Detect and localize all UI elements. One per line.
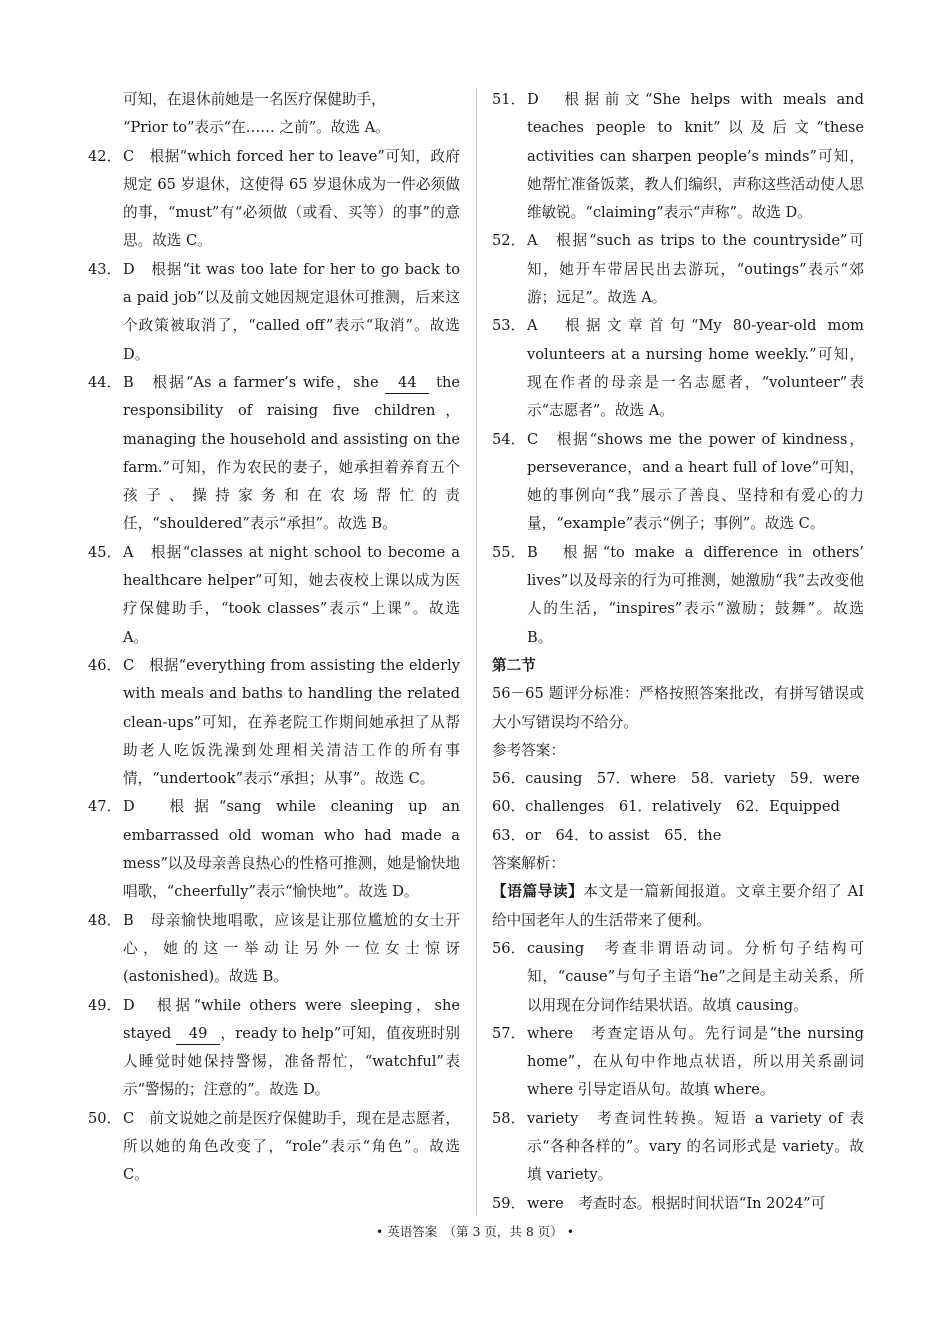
passage-guide-lead: 【语篇导读】: [492, 883, 584, 901]
answer-item-50: [88, 1105, 460, 1190]
answer-item-43: [88, 256, 460, 369]
column-divider: [476, 88, 477, 1216]
item-number: 49．: [88, 996, 122, 1014]
continuation-line: 可知，在退休前她是一名医疗保健助手，: [123, 91, 386, 108]
item-number: 48．: [88, 911, 122, 929]
item-number: 42．: [88, 147, 122, 165]
answer-item-58: [492, 1105, 864, 1190]
item-number: 58．: [492, 1109, 526, 1127]
item-number: 54．: [492, 430, 526, 448]
answer-item-51: [492, 86, 864, 227]
item-text-post: the responsibility of raising five children，managing the household and assisting on the farm.”可知，作为农民的妻子，她承担着养育五个孩子、操持家务和在农场帮忙的责任，“shouldered”表示“承担”。故选 B。: [123, 373, 460, 533]
item-text-pre: B 根据“As a farmer’s wife，she: [123, 373, 386, 391]
item-text: B 根据“to make a difference in others’ lives”以及母亲的行为可推测，她激励“我”去改变他人的生活，“inspires”表示“激励；鼓舞”。故选 B。: [527, 543, 864, 646]
continuation-line: “Prior to”表示“在…… 之前”。故选 A。: [123, 119, 390, 137]
item-text: were 考查时态。根据时间状语“In 2024”可: [527, 1194, 826, 1212]
item-text-pre: D 根据“while others were sleeping，she stayed: [123, 996, 460, 1042]
item-number: 51．: [492, 91, 526, 108]
item-number: 52．: [492, 232, 526, 250]
passage-guide: [492, 878, 864, 935]
item-number: 59．: [492, 1194, 526, 1212]
item-number: 56．: [492, 939, 526, 957]
item-text: A 根据“classes at night school to become a healthcare helper”可知，她去夜校上课以成为医疗保健助手，“took classes”表示“上课”。故选 A。: [123, 543, 460, 646]
item-text: A 根据“such as trips to the countryside”可知，她开车带居民出去游玩，“outings”表示“郊游；远足”。故选 A。: [527, 232, 864, 307]
item-text: variety 考查词性转换。短语 a variety of 表示“各种各样的”。vary 的名词形式是 variety。故填 variety。: [527, 1109, 864, 1184]
item-text: A 根据文章首句“My 80-year-old mom volunteers at a nursing home weekly.”可知，现在作者的母亲是一名志愿者，“volunteer”表示“志愿者”。故选 A。: [527, 317, 864, 420]
item-number: 47．: [88, 798, 122, 816]
item-number: 50．: [88, 1109, 122, 1127]
answer-item-53: [492, 312, 864, 425]
item-number: 46．: [88, 656, 122, 674]
item-number: 43．: [88, 260, 122, 278]
answer-item-54: [492, 426, 864, 539]
item-text: B 母亲愉快地唱歌，应该是让那位尴尬的女士开心，她的这一举动让另外一位女士惊讶(astonished)。故选 B。: [123, 911, 460, 986]
item-text: C 根据“shows me the power of kindness，perseverance，and a heart full of love”可知，她的事例向“我”展示了善良、坚持和有爱心的力量，“example”表示“例子；事例”。故选 C。: [527, 430, 864, 533]
answer-item-49: [88, 992, 460, 1105]
answer-item-42: [88, 143, 460, 256]
passage-guide-text: 本文是一篇新闻报道。文章主要介绍了 AI 给中国老年人的生活带来了便利。: [492, 883, 864, 929]
answer-item-57: [492, 1020, 864, 1105]
answer-item-48: [88, 907, 460, 992]
continuation-text: [88, 86, 460, 143]
item-number: 55．: [492, 543, 526, 561]
item-number: 44．: [88, 373, 122, 391]
page-footer: • 英语答案 （第 3 页，共 8 页） •: [375, 1224, 575, 1239]
answer-item-46: [88, 652, 460, 793]
analysis-label: 答案解析：: [492, 855, 565, 873]
item-text: D 根据“it was too late for her to go back to a paid job”以及前文她因规定退休可推测，后来这个政策被取消了，“called off”表示“取消”。故选 D。: [123, 260, 460, 363]
answers-row: 56．causing 57．where 58．variety 59．were: [492, 770, 860, 788]
answers-row: 63．or 64．to assist 65．the: [492, 826, 722, 844]
reference-answers-label: 参考答案：: [492, 741, 565, 759]
blank-44: 44: [385, 373, 429, 394]
item-text: D 根据前文“She helps with meals and teaches people to knit”以及后文“these activities can sharpen people’s minds”可知，她帮忙准备饭菜，教人们编织，声称这些活动使人思维敏锐。“claiming”表示“声称”。故选 D。: [527, 91, 864, 222]
answers-row: 60．challenges 61．relatively 62．Equipped: [492, 798, 840, 816]
item-text: C 前文说她之前是医疗保健助手，现在是志愿者，所以她的角色改变了，“role”表示“角色”。故选 C。: [123, 1109, 460, 1184]
section-title: 第二节: [492, 656, 536, 674]
item-text: D 根据“sang while cleaning up an embarrassed old woman who had made a mess”以及母亲善良热心的性格可推测，她是愉快地唱歌，“cheerfully”表示“愉快地”。故选 D。: [123, 798, 460, 901]
right-column: [492, 86, 864, 1218]
item-number: 45．: [88, 543, 122, 561]
answer-item-45: [88, 539, 460, 652]
answer-item-44: [88, 369, 460, 539]
answer-item-52: [492, 227, 864, 312]
answer-item-59: [492, 1190, 864, 1218]
item-text: C 根据“which forced her to leave”可知，政府规定 65 岁退休，这使得 65 岁退休成为一件必须做的事，“must”有“必须做（或看、买等）的事”的意思。故选 C。: [123, 147, 460, 250]
item-text: C 根据“everything from assisting the elderly with meals and baths to handling the related clean-ups”可知，在养老院工作期间她承担了从帮助老人吃饭洗澡到处理相关清洁工作的所有事情，“undertook”表示“承担；从事”。故选 C。: [123, 656, 460, 788]
item-text-post: ，ready to help”可知，值夜班时别人睡觉时她保持警惕，准备帮忙，“watchful”表示“警惕的；注意的”。故选 D。: [123, 1024, 460, 1099]
answer-item-55: [492, 539, 864, 652]
left-column: [88, 86, 460, 1190]
item-text: causing 考查非谓语动词。分析句子结构可知，“cause”与句子主语“he”之间是主动关系，所以用现在分词作结果状语。故填 causing。: [527, 939, 864, 1014]
item-text: where 考查定语从句。先行词是“the nursing home”，在从句中作地点状语，所以用关系副词 where 引导定语从句。故填 where。: [527, 1024, 864, 1099]
answer-item-56: [492, 935, 864, 1020]
blank-49: 49: [176, 1024, 220, 1045]
scoring-criteria: 56－65 题评分标准：严格按照答案批改，有拼写错误或大小写错误均不给分。: [492, 685, 864, 731]
item-number: 57．: [492, 1024, 526, 1042]
item-number: 53．: [492, 317, 526, 335]
answer-item-47: [88, 793, 460, 906]
